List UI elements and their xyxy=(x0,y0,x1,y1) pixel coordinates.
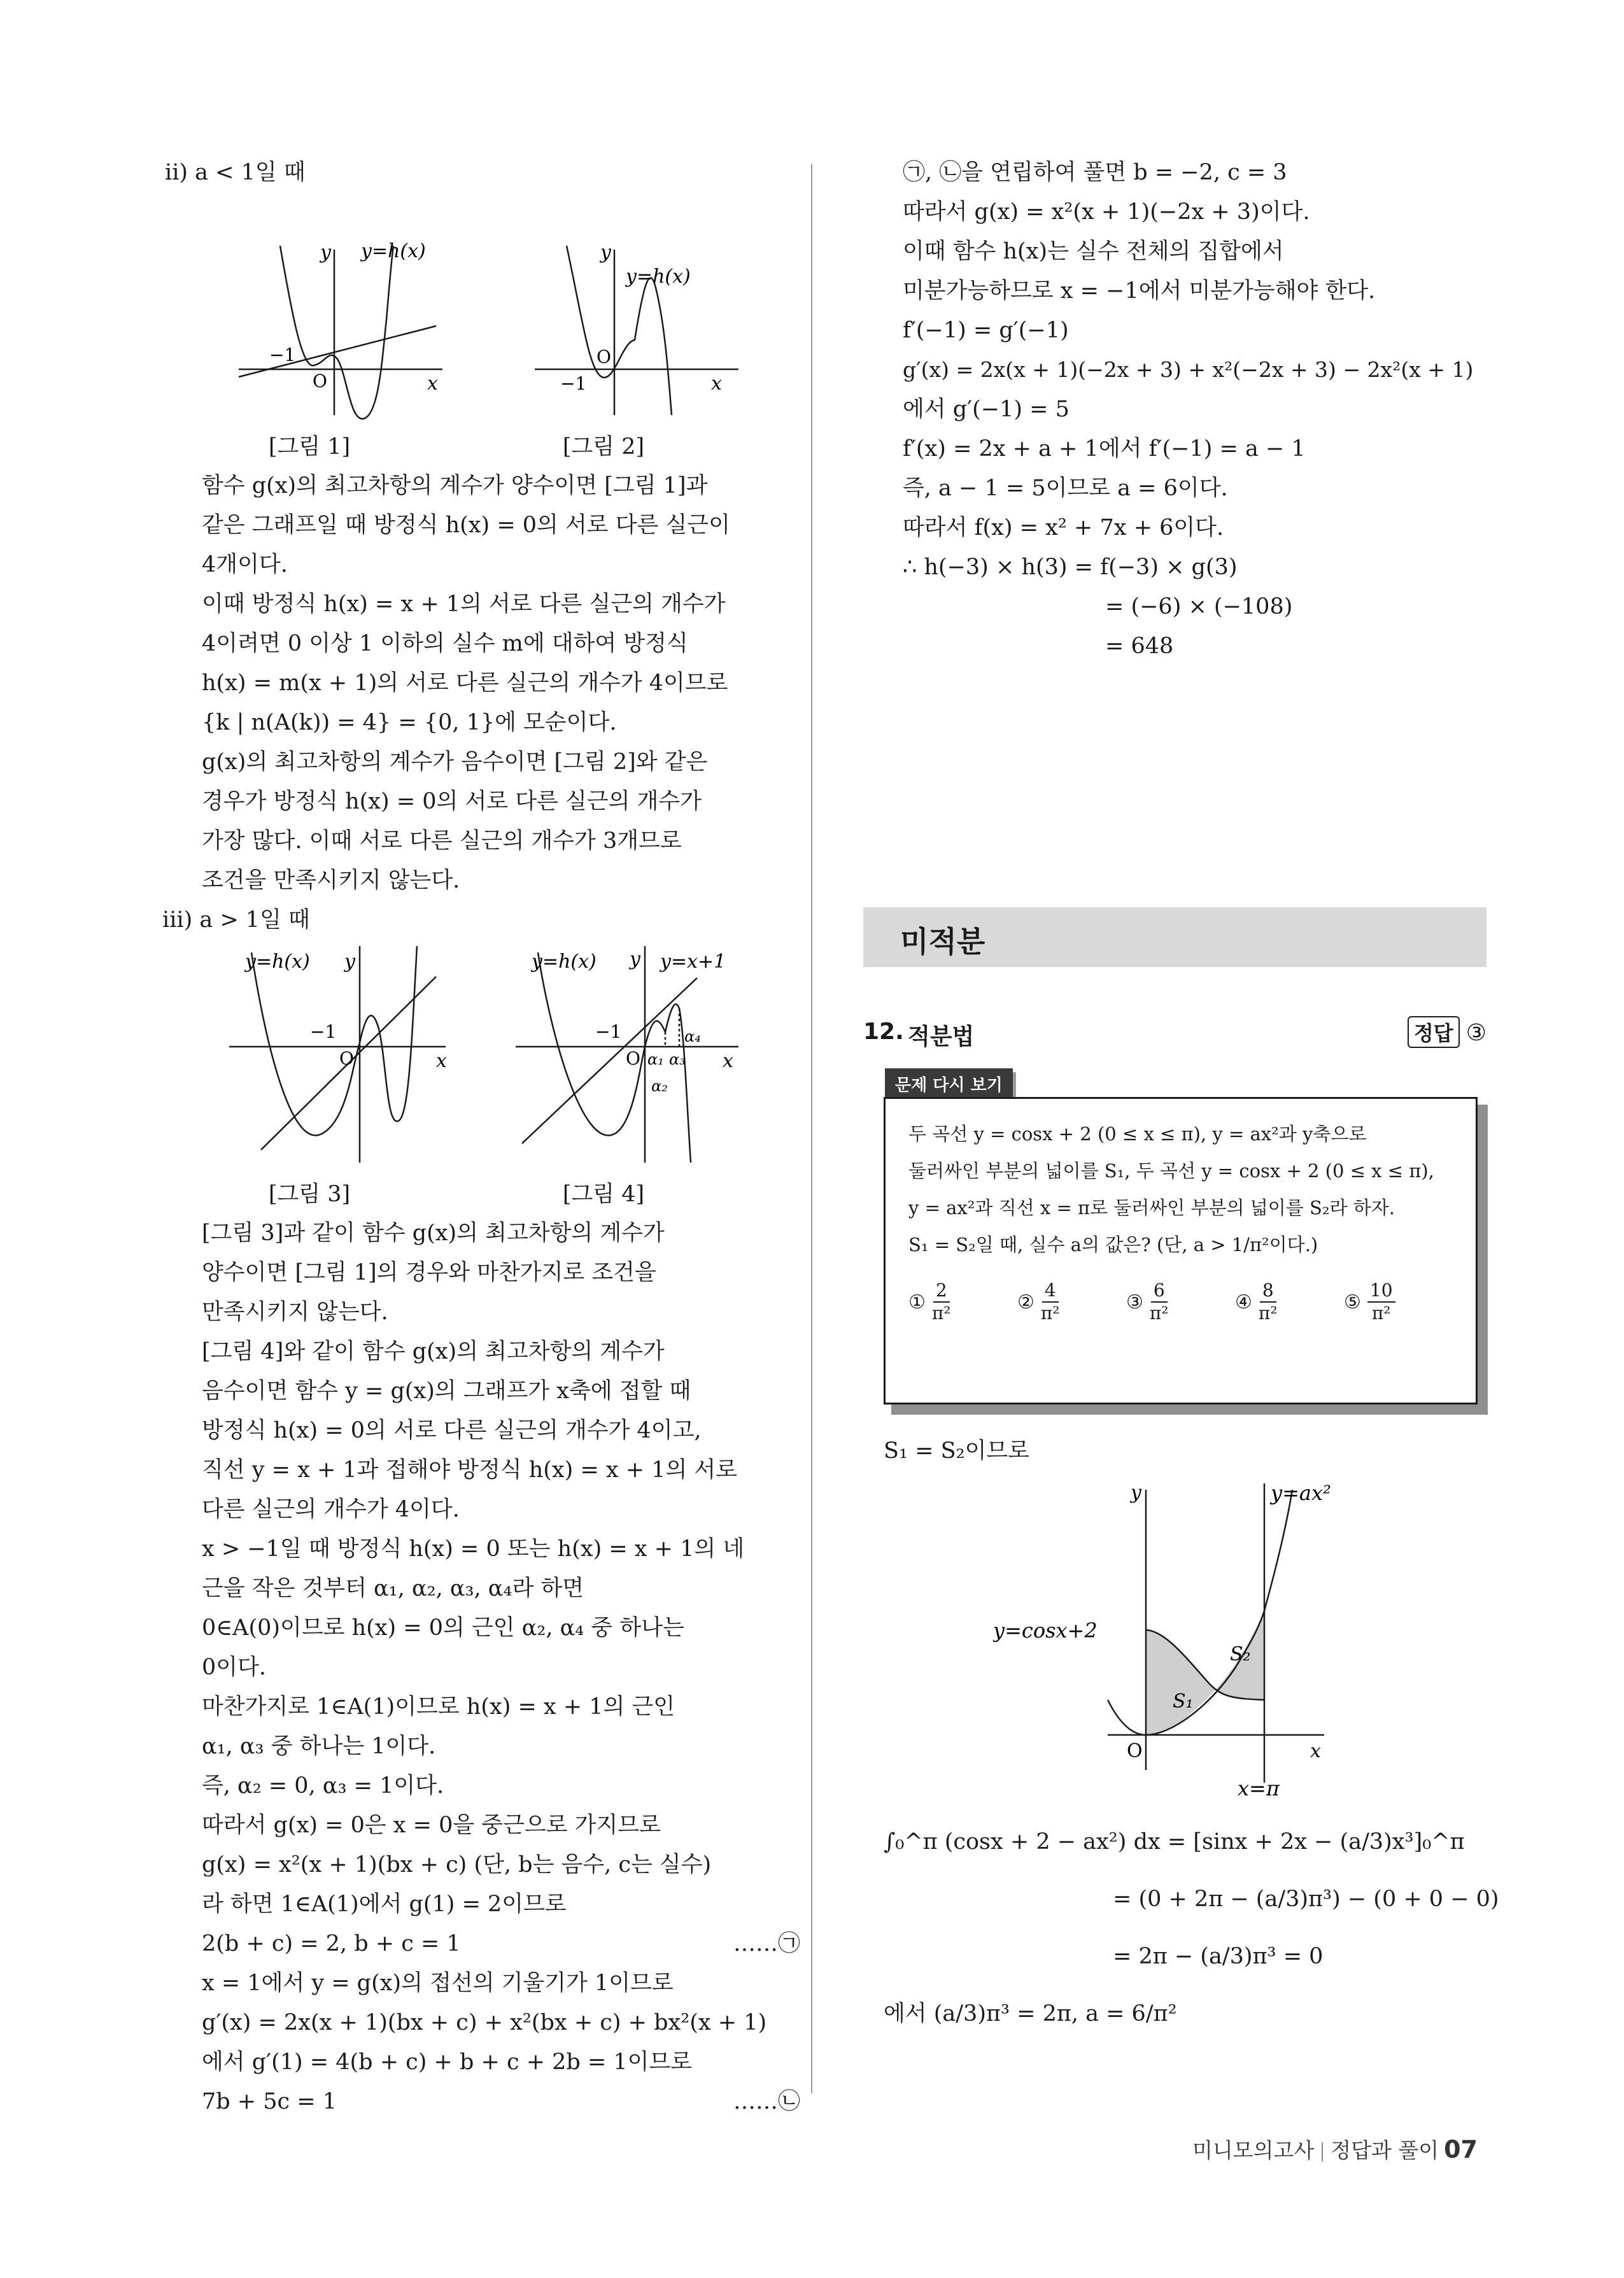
section-title: 미적분 xyxy=(900,924,985,959)
text-line: 4개이다. xyxy=(202,552,288,577)
problem-line: 둘러싸인 부분의 넓이를 S₁, 두 곡선 y = cosx + 2 (0 ≤ x ≤ π), xyxy=(908,1160,1434,1182)
fig3-curve-label: y=h(x) xyxy=(245,951,310,973)
text-line: 이때 함수 h(x)는 실수 전체의 집합에서 xyxy=(903,239,1284,264)
equation-2-marker: ……㉡ xyxy=(733,2089,800,2114)
numerator: 8 xyxy=(1260,1280,1276,1303)
denominator: π² xyxy=(1258,1303,1278,1324)
choice-2[interactable] xyxy=(1017,1280,1126,1324)
integral-solution xyxy=(884,1820,1499,2036)
fig3-y-label: y xyxy=(344,951,355,973)
fig4-alpha2: α₂ xyxy=(651,1077,668,1095)
text-line: 따라서 f(x) = x² + 7x + 6이다. xyxy=(903,515,1224,541)
text-line: 4이려면 0 이상 1 이하의 실수 m에 대하여 방정식 xyxy=(202,631,688,656)
fig4-alpha4: α₄ xyxy=(684,1028,701,1045)
text-line: 에서 g′(1) = 4(b + c) + b + c + 2b = 1이므로 xyxy=(202,2049,693,2075)
final-answer-line: 에서 (a/3)π³ = 2π, a = 6/π² xyxy=(884,2001,1177,2027)
column-divider xyxy=(811,164,812,2093)
text-line: 즉, α₂ = 0, α₃ = 1이다. xyxy=(202,1773,444,1799)
text-line: {k | n(A(k)) = 4} = {0, 1}에 모순이다. xyxy=(202,710,617,735)
fig3-origin: O xyxy=(339,1048,354,1069)
text-line: 양수이면 [그림 1]의 경우와 마찬가지로 조건을 xyxy=(202,1260,656,1285)
text-line: 즉, a − 1 = 5이므로 a = 6이다. xyxy=(903,476,1228,501)
text-line: ㉠, ㉡을 연립하여 풀면 b = −2, c = 3 xyxy=(903,160,1287,185)
text-line: 따라서 g(x) = 0은 x = 0을 중근으로 가지므로 xyxy=(202,1813,661,1838)
graph-parabola-label: y=ax² xyxy=(1271,1481,1331,1505)
denominator: π² xyxy=(1149,1303,1169,1324)
text-line: 이때 방정식 h(x) = x + 1의 서로 다른 실근의 개수가 xyxy=(202,591,726,617)
fig4-caption: [그림 4] xyxy=(562,1182,645,1207)
equation-1-text: 2(b + c) = 2, b + c = 1 xyxy=(202,1931,461,1956)
footer-section: 정답과 풀이 xyxy=(1331,2138,1439,2163)
text-line: 음수이면 함수 y = g(x)의 그래프가 x축에 접할 때 xyxy=(202,1378,691,1404)
text-line: 0∈A(0)이므로 h(x) = 0의 근인 α₂, α₄ 중 하나는 xyxy=(202,1615,684,1641)
fig4-alpha1: α₁ xyxy=(647,1051,664,1068)
choice-mark: ⑤ xyxy=(1344,1291,1361,1313)
text-line: = 648 xyxy=(1105,633,1174,659)
fig2-caption: [그림 2] xyxy=(562,434,645,460)
choice-fraction xyxy=(932,1280,951,1324)
left-column xyxy=(162,153,799,2121)
integral-line: = (0 + 2π − (a/3)π³) − (0 + 0 − 0) xyxy=(1113,1886,1499,1912)
graph-s1-label: S₁ xyxy=(1173,1690,1194,1713)
text-line: 조건을 만족시키지 않는다. xyxy=(202,868,460,893)
choice-fraction xyxy=(1259,1280,1278,1324)
graphs-fig3-fig4 xyxy=(162,940,799,1175)
fig1-curve-label: y=h(x) xyxy=(361,240,426,262)
choice-fraction xyxy=(1150,1280,1169,1324)
choice-4[interactable] xyxy=(1235,1280,1344,1324)
text-line: 마찬가지로 1∈A(1)이므로 h(x) = x + 1의 근인 xyxy=(202,1694,675,1720)
equation-1-marker: ……㉠ xyxy=(733,1931,800,1956)
problem-line: S₁ = S₂일 때, 실수 a의 값은? (단, a > 1/π²이다.) xyxy=(908,1234,1318,1256)
fig4-line-label: y=x+1 xyxy=(660,951,726,973)
numerator: 10 xyxy=(1367,1280,1395,1303)
problem-line: y = ax²과 직선 x = π로 둘러싸인 부분의 넓이를 S₂라 하자. xyxy=(908,1197,1395,1219)
answer-badge: 정답 xyxy=(1408,1016,1460,1048)
footer-separator xyxy=(1322,2142,1323,2161)
equation-2-text: 7b + 5c = 1 xyxy=(202,2089,337,2114)
fig1-neg1: −1 xyxy=(269,344,296,365)
graph-y-label: y xyxy=(1131,1482,1141,1504)
fig-captions-3-4 xyxy=(162,1175,799,1213)
text-line: 같은 그래프일 때 방정식 h(x) = 0의 서로 다른 실근이 xyxy=(202,513,730,538)
text-line: f′(−1) = g′(−1) xyxy=(903,318,1069,343)
choice-mark: ③ xyxy=(1126,1291,1143,1313)
fig3-caption: [그림 3] xyxy=(268,1182,351,1207)
text-line: 근을 작은 것부터 α₁, α₂, α₃, α₄라 하면 xyxy=(202,1576,584,1601)
graph-s2-label: S₂ xyxy=(1230,1643,1251,1666)
graph-x-label: x xyxy=(1310,1740,1321,1762)
fig4-curve-label: y=h(x) xyxy=(532,951,597,973)
text-line: 0이다. xyxy=(202,1655,267,1680)
text-line: h(x) = m(x + 1)의 서로 다른 실근의 개수가 4이므로 xyxy=(202,670,728,696)
fig2-origin: O xyxy=(597,346,611,367)
fig-captions-1-2 xyxy=(162,428,799,466)
text-line: 다른 실근의 개수가 4이다. xyxy=(202,1497,460,1522)
case2-heading: ii) a < 1일 때 xyxy=(165,160,306,185)
text-line: x = 1에서 y = g(x)의 접선의 기울기가 1이므로 xyxy=(202,1970,674,1996)
text-line: g(x) = x²(x + 1)(bx + c) (단, b는 음수, c는 실수) xyxy=(202,1852,712,1878)
text-line: g′(x) = 2x(x + 1)(bx + c) + x²(bx + c) + bx²(x + 1) xyxy=(202,2010,767,2035)
choice-3[interactable] xyxy=(1126,1280,1235,1324)
numerator: 4 xyxy=(1042,1280,1059,1303)
problem-line: 두 곡선 y = cosx + 2 (0 ≤ x ≤ π), y = ax²과 y축으로 xyxy=(908,1123,1367,1145)
text-line: g′(x) = 2x(x + 1)(−2x + 3) + x²(−2x + 3) − 2x²(x + 1) xyxy=(903,357,1474,382)
choice-5[interactable] xyxy=(1344,1280,1453,1324)
text-line: 방정식 h(x) = 0의 서로 다른 실근의 개수가 4이고, xyxy=(202,1418,702,1443)
footer-book: 미니모의고사 xyxy=(1192,2138,1315,2163)
choice-mark: ④ xyxy=(1235,1291,1252,1313)
text-line: x > −1일 때 방정식 h(x) = 0 또는 h(x) = x + 1의 네 xyxy=(202,1536,745,1562)
text-line: ∴ h(−3) × h(3) = f(−3) × g(3) xyxy=(903,555,1238,580)
figures-3-4 xyxy=(162,940,799,1175)
fig1-caption: [그림 1] xyxy=(268,434,351,460)
right-column xyxy=(903,153,1514,666)
fig4-neg1: −1 xyxy=(595,1021,622,1042)
text-line: [그림 4]와 같이 함수 g(x)의 최고차항의 계수가 xyxy=(202,1339,665,1364)
choice-mark: ① xyxy=(908,1291,926,1313)
fig4-alpha3: α₃ xyxy=(669,1051,686,1068)
denominator: π² xyxy=(1040,1303,1060,1324)
fig2-y-label: y xyxy=(600,241,611,264)
text-line: 따라서 g(x) = x²(x + 1)(−2x + 3)이다. xyxy=(903,199,1310,225)
area-graph xyxy=(993,1464,1439,1823)
integral-line: ∫₀^π (cosx + 2 − ax²) dx = [sinx + 2x − (a/3)x³]₀^π xyxy=(884,1829,1465,1855)
page-footer xyxy=(1192,2134,1478,2164)
text-line: α₁, α₃ 중 하나는 1이다. xyxy=(202,1734,436,1759)
fig3-neg1: −1 xyxy=(310,1021,337,1042)
fig2-x-label: x xyxy=(711,372,722,395)
question-number: 12. xyxy=(863,1019,904,1045)
solution-intro: S₁ = S₂이므로 xyxy=(884,1438,1030,1464)
fig1-y-label: y xyxy=(320,241,331,264)
numerator: 6 xyxy=(1151,1280,1168,1303)
text-line: g(x)의 최고차항의 계수가 음수이면 [그림 2]와 같은 xyxy=(202,749,708,775)
question-title: 적분법 xyxy=(908,1024,975,1050)
area-graph-svg xyxy=(993,1464,1439,1821)
text-line: [그림 3]과 같이 함수 g(x)의 최고차항의 계수가 xyxy=(202,1220,665,1246)
text-line: 가장 많다. 이때 서로 다른 실근의 개수가 3개므로 xyxy=(202,828,682,854)
numerator: 2 xyxy=(933,1280,950,1303)
fig2-neg1: −1 xyxy=(560,373,587,394)
text-line: 만족시키지 않는다. xyxy=(202,1299,388,1325)
fig4-x-label: x xyxy=(723,1050,733,1072)
denominator: π² xyxy=(1371,1303,1391,1324)
fig1-origin: O xyxy=(313,371,327,392)
integral-line: = 2π − (a/3)π³ = 0 xyxy=(1113,1944,1324,1969)
choice-fraction xyxy=(1367,1280,1395,1324)
fig3-x-label: x xyxy=(436,1050,447,1072)
text-line: 에서 g′(−1) = 5 xyxy=(903,397,1070,422)
answer-value: ③ xyxy=(1465,1020,1486,1046)
problem-box xyxy=(884,1097,1478,1404)
fig2-curve-label: y=h(x) xyxy=(626,265,691,288)
choice-fraction xyxy=(1041,1280,1060,1324)
figures-1-2 xyxy=(162,192,799,428)
text-line: f′(x) = 2x + a + 1에서 f′(−1) = a − 1 xyxy=(903,436,1306,462)
equation-1 xyxy=(162,1924,800,1963)
text-line: 라 하면 1∈A(1)에서 g(1) = 2이므로 xyxy=(202,1892,567,1917)
fig1-x-label: x xyxy=(427,372,438,395)
graph-origin: O xyxy=(1127,1740,1143,1762)
text-line: 직선 y = x + 1과 접해야 방정식 h(x) = x + 1의 서로 xyxy=(202,1457,738,1483)
answer-choices xyxy=(908,1280,1453,1324)
equation-2 xyxy=(162,2082,800,2121)
text-line: 함수 g(x)의 최고차항의 계수가 양수이면 [그림 1]과 xyxy=(202,473,708,499)
page-number: 07 xyxy=(1444,2135,1478,2163)
graph-xpi-label: x=π xyxy=(1238,1776,1280,1800)
answer xyxy=(1408,1016,1486,1048)
fig4-origin: O xyxy=(626,1048,640,1069)
review-tab: 문제 다시 보기 xyxy=(885,1068,1013,1100)
fig4-y-label: y xyxy=(630,948,640,970)
denominator: π² xyxy=(931,1303,951,1324)
case3-heading: iii) a > 1일 때 xyxy=(162,907,310,933)
choice-1[interactable] xyxy=(908,1280,1017,1324)
text-line: 미분가능하므로 x = −1에서 미분가능해야 한다. xyxy=(903,278,1376,304)
text-line: 경우가 방정식 h(x) = 0의 서로 다른 실근의 개수가 xyxy=(202,789,702,814)
graphs-fig1-fig2 xyxy=(162,192,799,428)
question-header xyxy=(863,1019,1486,1051)
text-line: = (−6) × (−108) xyxy=(1105,594,1293,619)
graph-cos-label: y=cosx+2 xyxy=(993,1618,1098,1643)
choice-mark: ② xyxy=(1017,1291,1034,1313)
paragraph-2 xyxy=(162,1213,799,1924)
section-header xyxy=(863,907,1486,967)
paragraph-1 xyxy=(162,466,799,900)
